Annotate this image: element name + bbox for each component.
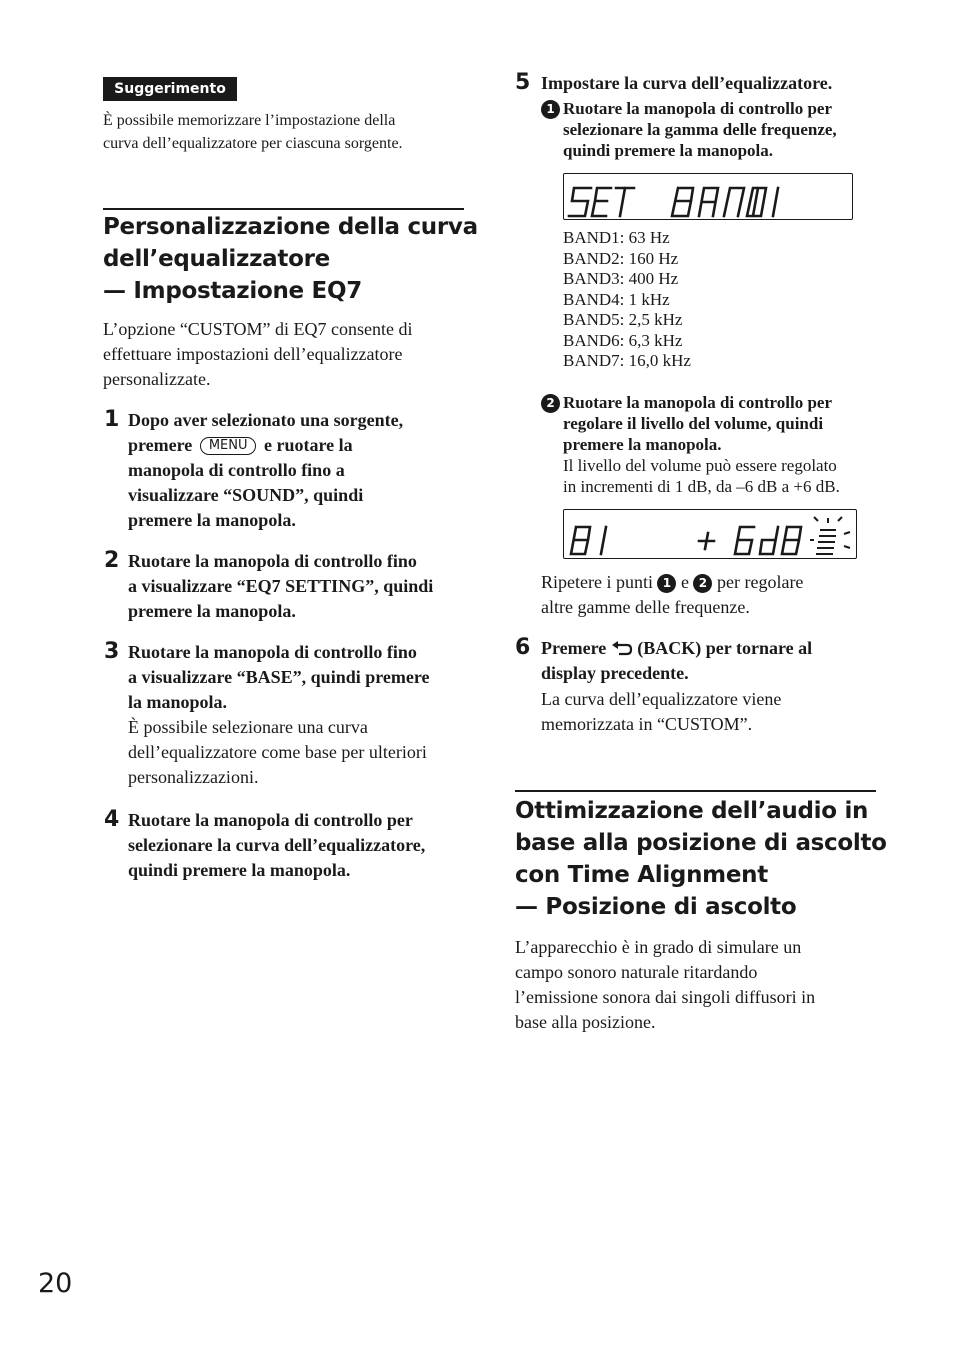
substep-2-marker [541,394,560,413]
step-4-text: Ruotare la manopola di controllo per selezionare la curva dell’equalizzatore, quindi premere la manopola. [128,810,426,880]
list-item: BAND7: 16,0 kHz [563,351,691,370]
section-divider [103,208,464,210]
step-number: 2 [104,548,120,573]
list-item: BAND2: 160 Hz [563,248,679,268]
step-6-text: Premere (BACK) per tornare al display precedente. La curva dell’equalizzatore viene memorizzata in “CUSTOM”. [541,638,813,734]
step-1-text: Dopo aver selezionato una sorgente, premere MENU e ruotare la manopola di controllo fino a visualizzare “SOUND”, quindi premere la manopola. [128,410,404,530]
menu-key-icon: MENU [200,437,257,455]
repeat-instruction: Ripetere i punti 1 e 2 per regolare altre gamme delle frequenze. [541,572,804,617]
lcd-segment-text-icon [564,510,856,558]
level-bars-icon [810,517,850,554]
tip-text: È possibile memorizzare l’impostazione della curva dell’equalizzatore per ciascuna sorgente. [103,112,403,152]
list-item: BAND5: 2,5 kHz [563,310,683,329]
substep-2-text: Ruotare la manopola di controllo per regolare il livello del volume, quindi premere la manopola. Il livello del volume può essere regolato in incrementi di 1 dB, da –6 dB a +6 dB. [563,393,840,496]
step-number: 5 [515,70,531,95]
step-number: 1 [104,407,120,432]
band-list [563,228,691,372]
substep-1-marker [541,100,560,119]
circled-number-icon: 2 [541,394,560,413]
section-title-eq7: Personalizzazione della curva dell’equalizzatore — Impostazione EQ7 [103,214,478,304]
section-body: L’apparecchio è in grado di simulare un campo sonoro naturale ritardando l’emissione sonora dai singoli diffusori in base alla posizione. [515,937,816,1032]
substep-1-text: Ruotare la manopola di controllo per selezionare la gamma delle frequenze, quindi premere la manopola. [563,99,837,160]
step-number: 6 [515,635,531,660]
page-number: 20 [38,1268,73,1299]
list-item: BAND3: 400 Hz [563,269,679,288]
step-3-text: Ruotare la manopola di controllo fino a visualizzare “BASE”, quindi premere la manopola. È possibile selezionare una curva dell’equalizzatore come base per ulteriori personalizzazioni. [128,642,430,787]
lcd-segment-text-icon [564,174,852,219]
lcd-display-band [563,173,853,220]
section-divider [515,790,876,792]
list-item: BAND1: 63 Hz [563,228,670,247]
tip-badge: Suggerimento [103,77,237,101]
circled-number-icon: 1 [541,100,560,119]
back-arrow-icon [611,640,633,656]
section-title-time-alignment: Ottimizzazione dell’audio in base alla posizione di ascolto con Time Alignment — Posizione di ascolto [515,798,887,920]
lcd-display-level [563,509,857,559]
circled-number-icon: 1 [657,574,676,593]
list-item: BAND6: 6,3 kHz [563,330,683,350]
section-intro: L’opzione “CUSTOM” di EQ7 consente di effettuare impostazioni dell’equalizzatore personalizzate. [103,319,413,389]
circled-number-icon: 2 [693,574,712,593]
step-2-text: Ruotare la manopola di controllo fino a visualizzare “EQ7 SETTING”, quindi premere la manopola. [128,551,434,621]
list-item: BAND4: 1 kHz [563,289,670,309]
step-number: 4 [104,807,120,832]
step-number: 3 [104,639,120,664]
step-5-title: Impostare la curva dell’equalizzatore. [541,73,833,93]
